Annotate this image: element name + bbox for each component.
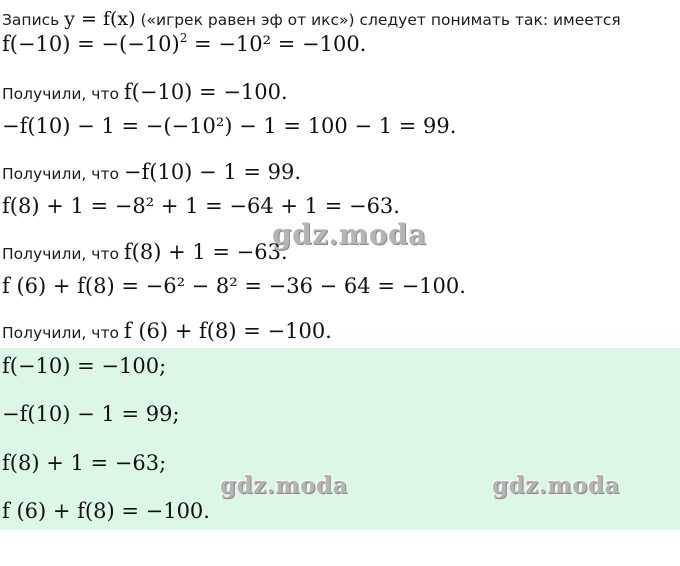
equation-1 [2,32,366,56]
conclusion-1 [2,80,288,104]
conclusion-1-label: Получили, что [2,85,124,103]
equation-1-tail: = −10² = −100. [187,32,367,56]
watermark-logo: gdz.moda [492,472,620,499]
conclusion-2 [2,160,301,184]
equation-1-main: f(−10) = −(−10) [2,32,180,56]
conclusion-2-label: Получили, что [2,165,124,183]
intro-text [2,8,621,30]
intro-notation: y = f(x) [64,8,136,30]
conclusion-4-label: Получили, что [2,324,124,342]
answer-1: f(−10) = −100; [2,354,167,378]
conclusion-3-label: Получили, что [2,245,124,263]
intro-prefix: Запись [2,11,65,29]
conclusion-4 [2,319,332,343]
answer-2: −f(10) − 1 = 99; [2,402,180,426]
conclusion-1-math: f(−10) = −100. [123,80,288,104]
answer-4: f (6) + f(8) = −100. [2,499,210,523]
conclusion-3 [2,240,288,264]
watermark-logo: gdz.moda [272,218,427,251]
conclusion-4-math: f (6) + f(8) = −100. [123,319,332,343]
watermark-logo: gdz.moda [220,472,348,499]
intro-suffix: («игрек равен эф от икс») следует понимать так: имеется [135,11,621,29]
answer-3: f(8) + 1 = −63; [2,451,167,475]
conclusion-2-math: −f(10) − 1 = 99. [123,160,302,184]
equation-2: −f(10) − 1 = −(−10²) − 1 = 100 − 1 = 99. [2,114,457,138]
conclusion-3-math: f(8) + 1 = −63. [123,240,288,264]
equation-1-exponent: 2 [179,31,188,45]
equation-3: f(8) + 1 = −8² + 1 = −64 + 1 = −63. [2,194,400,218]
equation-4: f (6) + f(8) = −6² − 8² = −36 − 64 = −100. [2,274,466,298]
